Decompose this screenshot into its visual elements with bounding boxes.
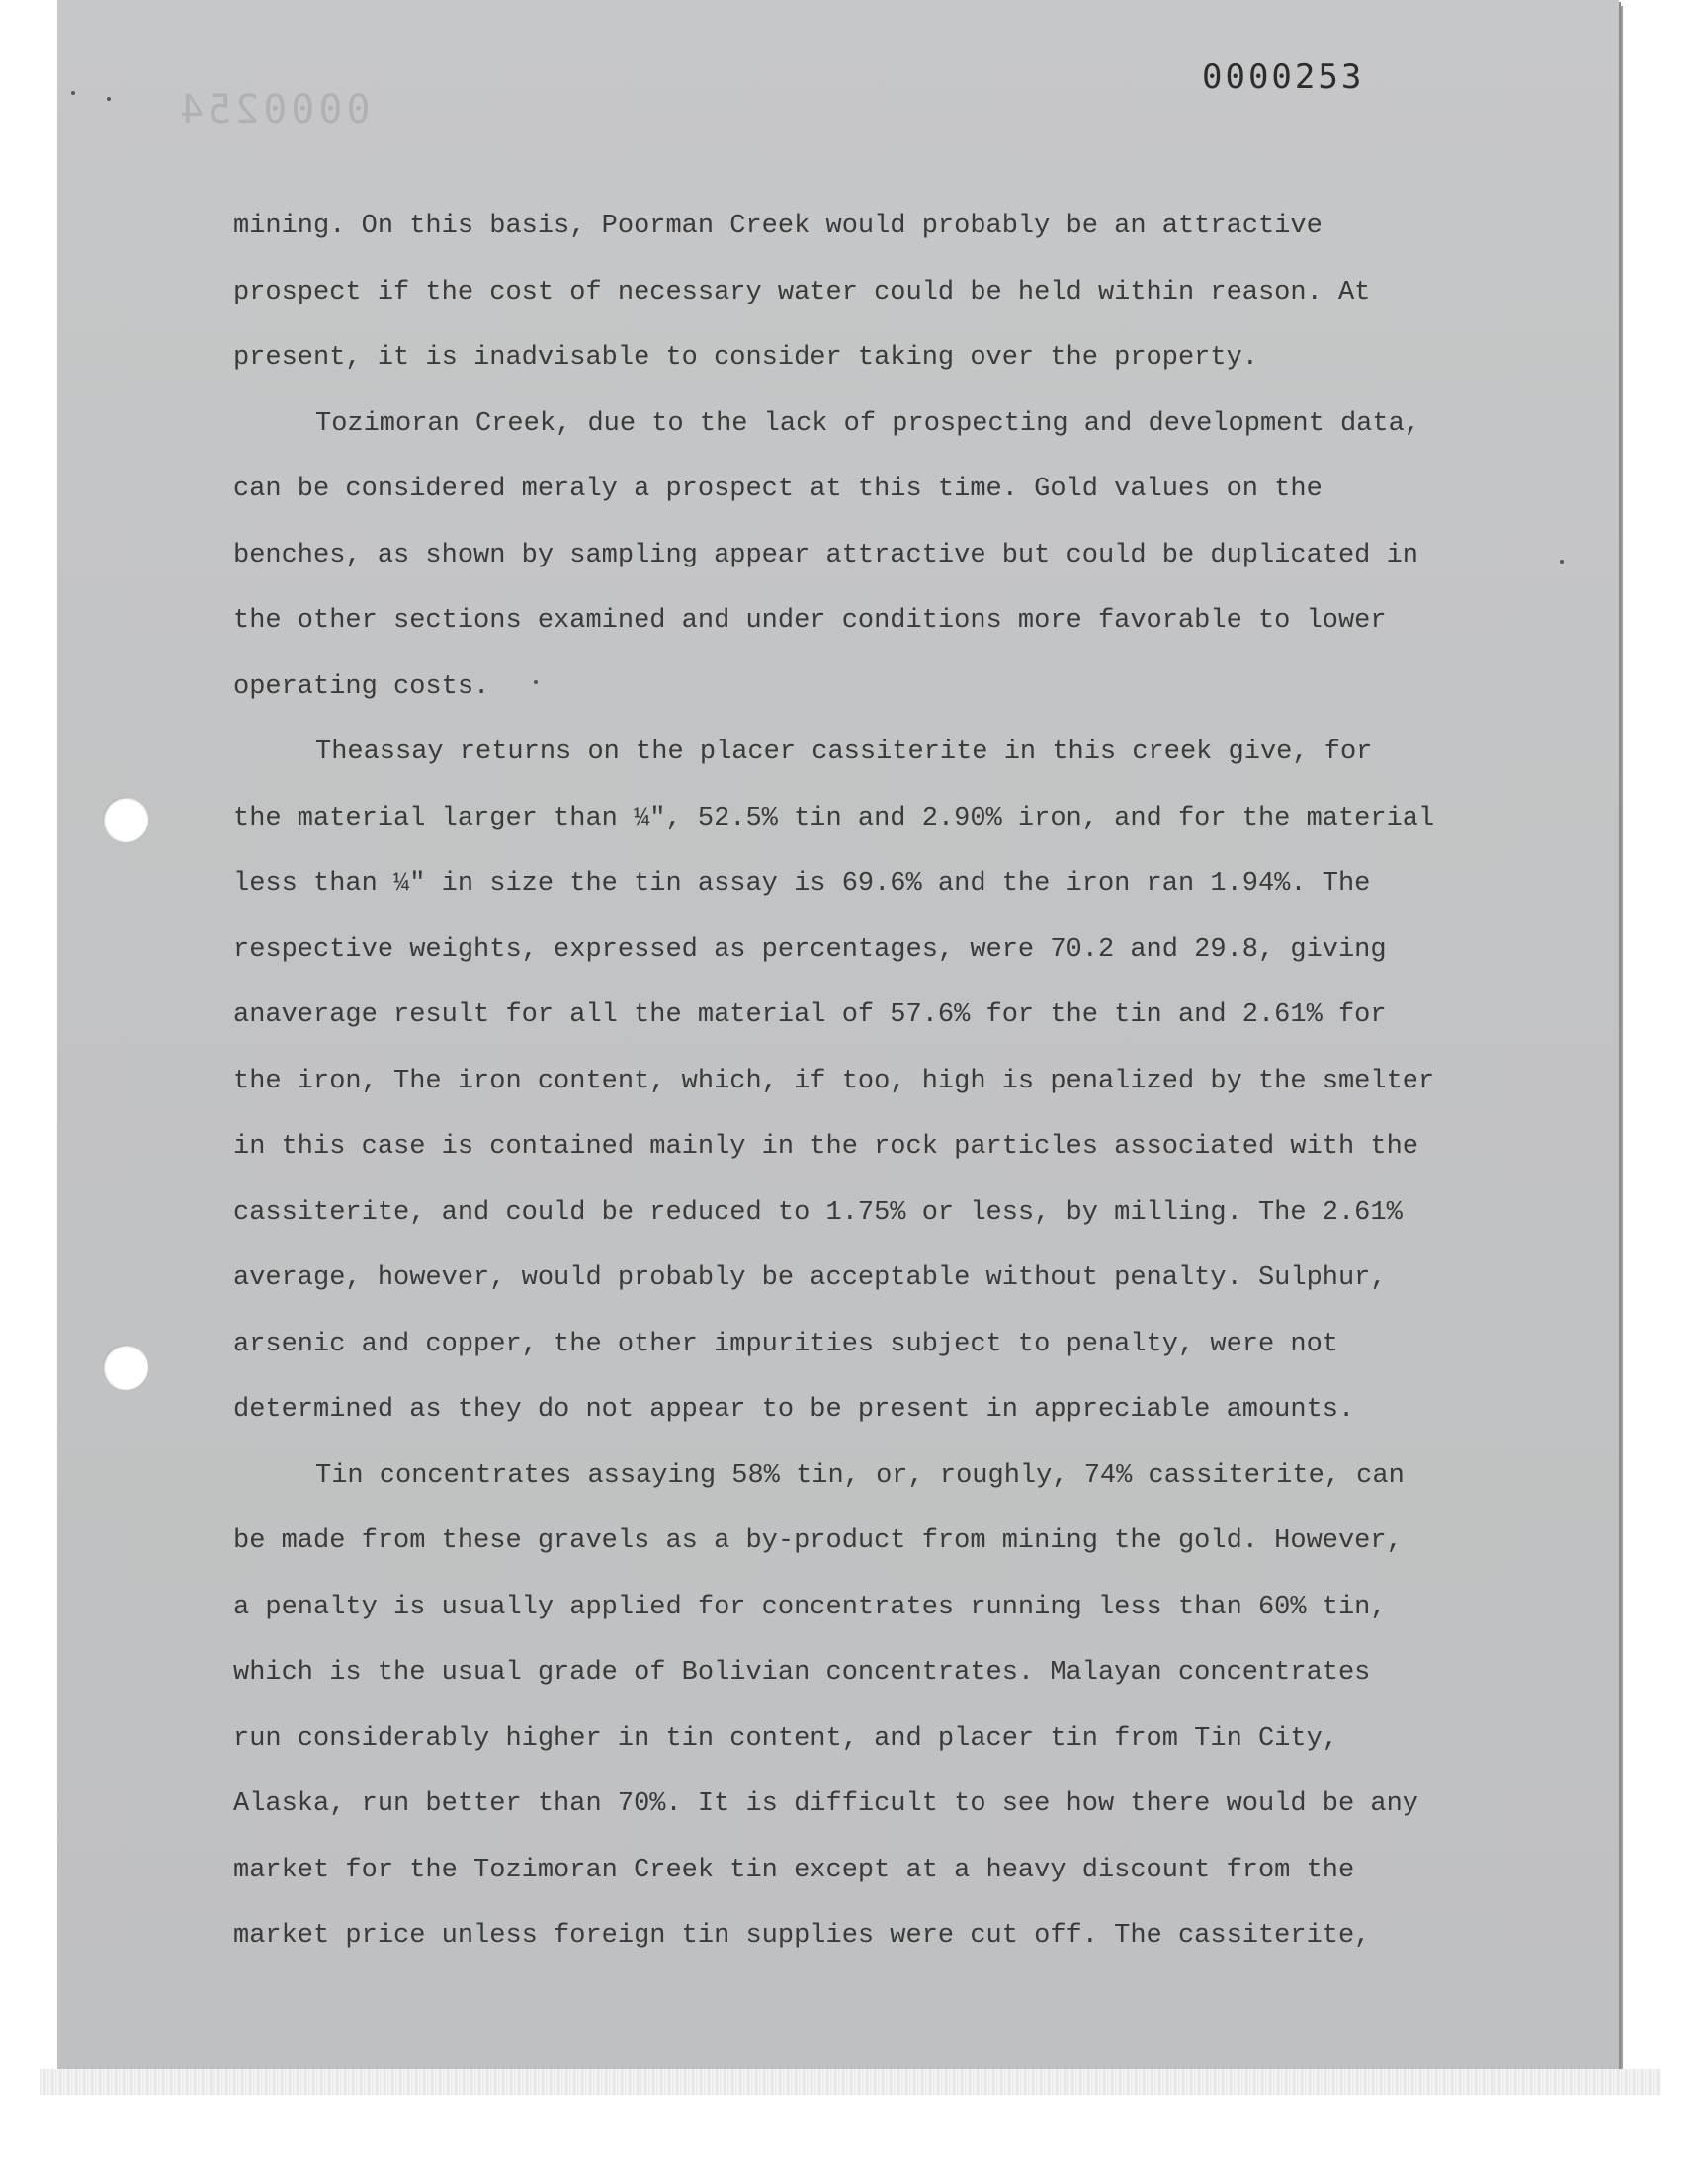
text-line: be made from these gravels as a by-product from mining the gold. However, <box>233 1526 1403 1556</box>
text-line: Alaska, run better than 70%. It is difficult to see how there would be any <box>233 1789 1418 1819</box>
text-line: market for the Tozimoran Creek tin except at a heavy discount from the <box>233 1855 1355 1885</box>
text-line: respective weights, expressed as percentages, were 70.2 and 29.8, giving <box>233 934 1387 965</box>
text-line: operating costs. <box>233 671 490 702</box>
text-line: determined as they do not appear to be present in appreciable amounts. <box>233 1395 1355 1425</box>
document-body <box>233 194 1538 1969</box>
text-line: can be considered meraly a prospect at this time. Gold values on the <box>233 475 1323 504</box>
text-line: less than ¼" in size the tin assay is 69.6% and the iron ran 1.94%. The <box>233 869 1371 899</box>
speck <box>1560 560 1564 564</box>
page-number: 0000253 <box>1202 57 1365 97</box>
paper-stack-edge <box>40 2069 1661 2095</box>
bleed-through-number: 0000254 <box>176 87 371 132</box>
text-line: anaverage result for all the material of 57.6% for the tin and 2.61% for <box>233 1000 1387 1030</box>
paragraph-4-first-line: Tin concentrates assaying 58% tin, or, roughly, 74% cassiterite, can <box>315 1460 1405 1491</box>
text-line: a penalty is usually applied for concentrates running less than 60% tin, <box>233 1592 1387 1622</box>
text-line: run considerably higher in tin content, and placer tin from Tin City, <box>233 1723 1338 1754</box>
text-line: cassiterite, and could be reduced to 1.75% or less, by milling. The 2.61% <box>233 1197 1403 1228</box>
speck <box>107 97 111 101</box>
text-line: in this case is contained mainly in the rock particles associated with the <box>233 1132 1418 1162</box>
paragraph-2-first-line: Tozimoran Creek, due to the lack of prospecting and development data, <box>315 408 1420 439</box>
paragraph-1-first-line: mining. On this basis, Poorman Creek would probably be an attractive <box>233 212 1323 241</box>
text-line: which is the usual grade of Bolivian concentrates. Malayan concentrates <box>233 1658 1371 1688</box>
paragraph-3-first-line: Theassay returns on the placer cassiterite in this creek give, for <box>315 738 1373 767</box>
text-line: the iron, The iron content, which, if too, high is penalized by the smelter <box>233 1066 1435 1096</box>
text-line: average, however, would probably be acceptable without penalty. Sulphur, <box>233 1263 1387 1293</box>
text-line: benches, as shown by sampling appear attractive but could be duplicated in <box>233 540 1418 570</box>
text-line: prospect if the cost of necessary water could be held within reason. At <box>233 277 1371 307</box>
text-line: market price unless foreign tin supplies were cut off. The cassiterite, <box>233 1921 1371 1951</box>
text-line: present, it is inadvisable to consider taking over the property. <box>233 343 1258 373</box>
punch-hole-top <box>103 797 148 842</box>
punch-hole-bottom <box>103 1345 148 1390</box>
text-line: the other sections examined and under conditions more favorable to lower <box>233 606 1387 636</box>
text-line: the material larger than ¼", 52.5% tin and 2.90% iron, and for the material <box>233 803 1435 833</box>
speck <box>71 91 75 95</box>
text-line: arsenic and copper, the other impurities subject to penalty, were not <box>233 1329 1338 1359</box>
